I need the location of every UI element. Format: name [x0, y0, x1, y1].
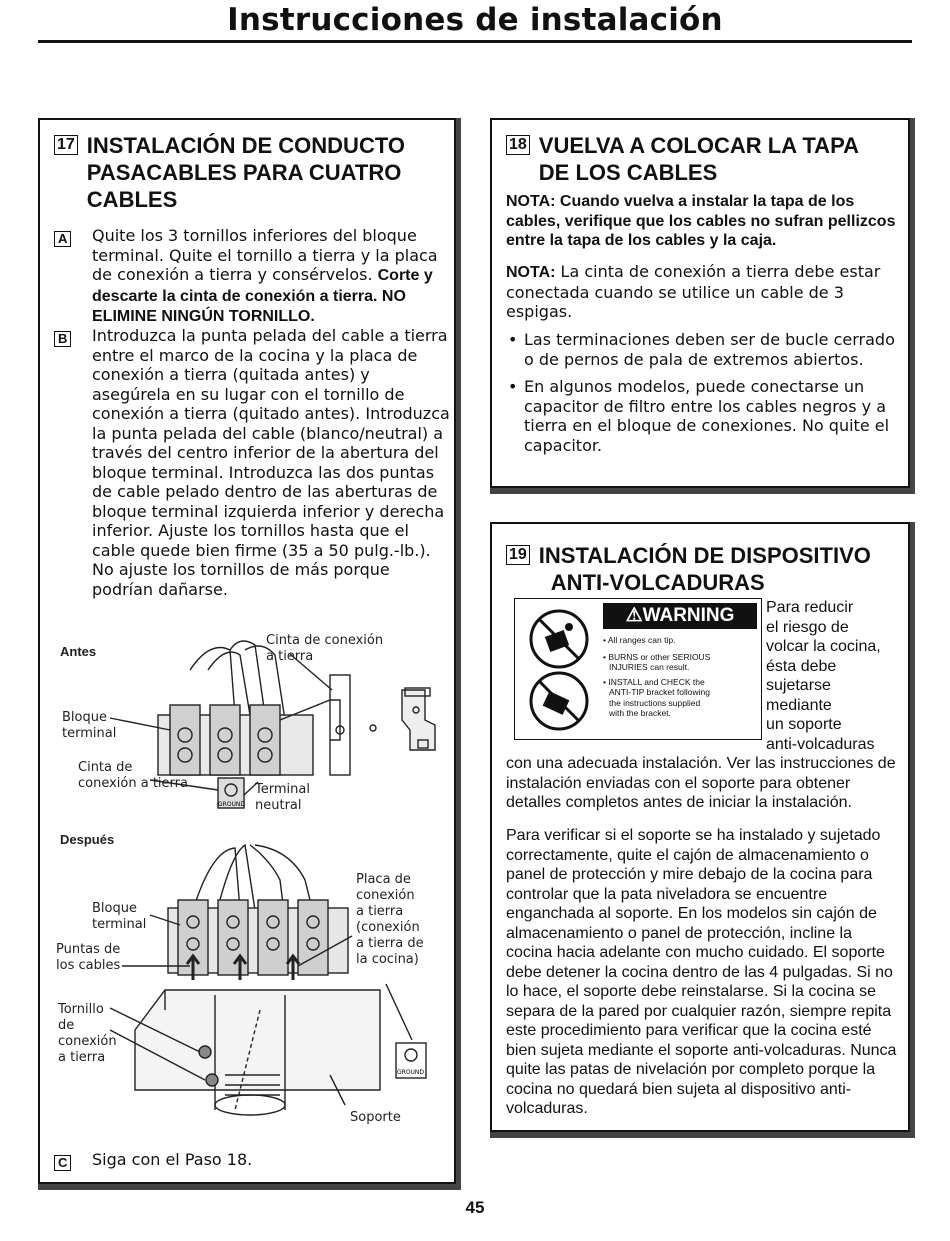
step19-heading-line2: ANTI-VOLCADURAS: [550, 570, 765, 595]
fig2-placa-label-3: a tierra: [356, 904, 404, 919]
warning-item-3a: • INSTALL and CHECK the: [603, 676, 705, 687]
fig-despues-diagram: [40, 840, 456, 1140]
fig2-ground-tag: GROUND: [397, 1069, 425, 1076]
fig-antes-label: Antes: [60, 644, 97, 659]
fig2-placa-label-6: la cocina): [356, 952, 419, 967]
warning-label: [514, 598, 762, 740]
fig2-tornillo-label-2: de: [58, 1018, 75, 1033]
step19-side-1: Para reducir: [766, 599, 854, 616]
warning-banner: [603, 603, 757, 629]
step19-side-8: anti-volcaduras: [766, 735, 875, 753]
step19-heading: [506, 542, 901, 596]
warning-item-3b: ANTI-TIP bracket following: [609, 687, 710, 697]
fig2-placa-label-5: a tierra de: [356, 936, 424, 951]
fig1-cinta-label-1: Cinta de conexión: [266, 633, 384, 648]
step17-c-text: Siga con el Paso 18.: [92, 1150, 253, 1169]
step19-para2: Para verificar si el soporte se ha instalado y sujetado correctamente, quite el cajón de almacenamiento o panel de protección y mire debajo de la cocina para controlar que la pata niveladora se encuentre enganchada al soporte. En los modelos sin cajón de almacenamiento o panel de protección, incline la cocina hacia adelante con mucho cuidado. El soporte debe detener la cocina dentro de las 4 pulgadas. Si no lo hace, el soporte debe reinstalarse. Si la cocina se separa de la pared por cualquier razón, siempre repita este procedimiento para verificar que la cocina esté bien sujeta mediante el soporte anti-volcaduras. Nunca quite las patas de nivelación por completo porque la cocina no quedará bien sujeta al dispositivo anti-volcaduras.: [506, 827, 897, 1117]
step18-bullet-1: • Las terminaciones deben ser de bucle cerrado o de pernos de pala de extremos abiertos.: [506, 330, 901, 369]
step-number-19: 19: [506, 545, 530, 565]
warning-item-2a: • BURNS or other SERIOUS: [603, 651, 711, 662]
fig2-placa-label-4: (conexión: [356, 920, 420, 935]
step17-heading-line3: CABLES: [86, 187, 178, 212]
step-number-17: 17: [54, 135, 78, 155]
fig2-placa-label-1: Placa de: [356, 872, 411, 887]
letter-a-badge: A: [54, 228, 71, 247]
step19-side-7: un soporte: [766, 716, 842, 733]
step18-nota2-label: NOTA:: [506, 264, 556, 281]
warning-item-1: • All ranges can tip.: [603, 635, 676, 645]
fig2-placa-label-2: conexión: [356, 888, 415, 903]
fig2-bloque-label-2: terminal: [92, 917, 147, 932]
warning-item-2b: INJURIES can result.: [609, 662, 690, 672]
no-tip-icon: [521, 605, 601, 735]
fig2-tornillo-label-1: Tornillo: [58, 1002, 104, 1017]
warning-title: WARNING: [642, 605, 735, 626]
step19-side-text: [766, 598, 906, 754]
step17-a-normal: Quite los 3 tornillos inferiores del bloque terminal. Quite el tornillo a tierra y la placa de conexión a tierra y consérvelos.: [92, 226, 438, 284]
fig2-tornillo-label-3: conexión: [58, 1034, 117, 1049]
step18-heading-line2: DE LOS CABLES: [538, 160, 718, 185]
step17-heading-line2: PASACABLES PARA CUATRO: [86, 160, 402, 185]
fig1-terminal-label-2: neutral: [255, 798, 302, 813]
page-number: 45: [465, 1198, 485, 1217]
step18-heading: [506, 132, 901, 186]
step18-nota2-text: La cinta de conexión a tierra debe estar conectada cuando se utilice un cable de 3 espigas.: [506, 262, 881, 321]
page-title: Instrucciones de instalación: [227, 2, 723, 38]
fig1-bloque-label-2: terminal: [62, 726, 117, 741]
step19-side-5: sujetarse: [766, 677, 831, 694]
step17-b-text: Introduzca la punta pelada del cable a tierra entre el marco de la cocina y la placa de conexión a tierra (quitada antes) y asegúrela en su lugar con el tornillo de conexión a tierra (quitado antes). Introduzca la punta pelada del cable (blanco/neutral) a través del centro inferior de la abertura del bloque terminal. Introduzca las dos puntas de cable pelado dentro de las aberturas de bloque terminal izquierda inferior y derecha inferior. Ajuste los tornillos hasta que el cable quede bien firme (35 a 50 pulg.-lb.). No ajuste los tornillos de más porque podrían dañarse.: [92, 326, 450, 599]
fig1-cinta-label-2: a tierra: [266, 649, 314, 664]
step18-heading-line1: VUELVA A COLOCAR LA TAPA: [538, 133, 859, 158]
fig2-soporte-label: Soporte: [350, 1110, 401, 1125]
step17-a-bold: Corte y descarte la cinta de conexión a tierra. NO ELIMINE NINGÚN TORNILLO.: [92, 267, 433, 325]
warning-item-3d: with the bracket.: [609, 708, 671, 718]
fig2-bloque-label-1: Bloque: [92, 901, 137, 916]
letter-b-badge: B: [54, 328, 71, 347]
fig2-puntas-label-2: los cables: [56, 958, 121, 973]
fig1-cinta-left-2: conexión a tierra: [78, 776, 188, 791]
fig2-tornillo-label-4: a tierra: [58, 1050, 106, 1065]
step18-bullet-2: • En algunos modelos, puede conectarse un capacitor de filtro entre los cables negros y a tierra en el bloque de conexiones. No quite el capacitor.: [506, 377, 901, 455]
step19-box: [490, 522, 910, 1132]
step19-side-4: ésta debe: [766, 657, 837, 675]
step17-heading-line1: INSTALACIÓN DE CONDUCTO: [86, 133, 405, 158]
warning-triangle-icon: ⚠: [625, 605, 643, 626]
step18-nota2: [506, 262, 901, 322]
step19-side-3: volcar la cocina,: [766, 638, 881, 655]
step17-a-text: [92, 226, 450, 327]
step18-box: [490, 118, 910, 488]
title-rule: [38, 40, 912, 43]
step18-nota-bold: NOTA: Cuando vuelva a instalar la tapa de los cables, verifique que los cables no sufran pellizcos entre la tapa de los cables y la caja.: [506, 193, 896, 249]
warning-item-3c: the instructions supplied: [609, 697, 701, 708]
warning-items: [603, 635, 757, 719]
fig1-ground-tag: GROUND: [218, 801, 246, 808]
fig2-puntas-label-1: Puntas de: [56, 942, 121, 957]
letter-c-badge: C: [54, 1152, 71, 1171]
fig-despues-label: Después: [60, 832, 115, 847]
step19-heading-line1: INSTALACIÓN DE DISPOSITIVO: [538, 543, 871, 568]
step-number-18: 18: [506, 135, 530, 155]
fig-antes-diagram: [40, 620, 456, 820]
step19-side-2: el riesgo de: [766, 618, 849, 636]
step17-heading: [54, 132, 449, 213]
fig1-cinta-left-1: Cinta de: [78, 760, 133, 775]
fig1-terminal-label-1: Terminal: [255, 782, 310, 797]
step18-bullets: [506, 330, 901, 463]
step19-side-6: mediante: [766, 696, 832, 714]
step19-para1: con una adecuada instalación. Ver las instrucciones de instalación enviadas con el soporte para obtener detalles completos antes de iniciar la instalación.: [506, 755, 896, 811]
step17-box: [38, 118, 456, 1184]
fig1-bloque-label-1: Bloque: [62, 710, 107, 725]
